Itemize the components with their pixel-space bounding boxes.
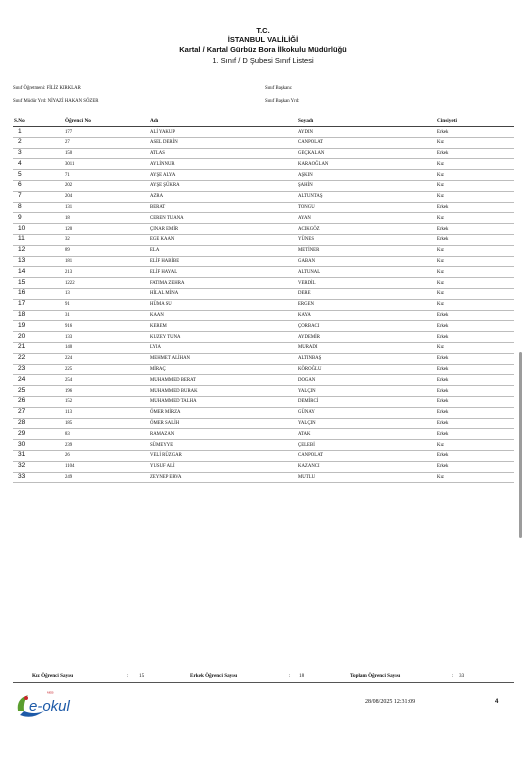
table-row [13,451,514,462]
row-student-no: 18 [65,215,70,221]
row-student-no: 32 [65,237,70,243]
row-first-name: ÖMER MİRZA [150,410,181,416]
row-first-name: LYIA [150,345,161,351]
class-vice-president: Sınıf Başkan Yrd: [265,99,300,104]
row-first-name: KAAN [150,313,164,319]
row-sno: 30 [18,440,26,448]
girls-count-colon: : [127,673,129,679]
row-first-name: EGE KAAN [150,237,175,243]
row-first-name: MUHAMMED BURAK [150,388,198,394]
row-first-name: MİRAÇ [150,367,166,373]
row-sno: 16 [18,289,26,297]
row-first-name: ÖMER SALİH [150,421,180,427]
table-row [13,235,514,246]
header-first-name: Adı [150,118,159,124]
row-student-no: 150 [65,151,73,157]
row-last-name: MUTLU [298,475,316,480]
row-gender: Kız [437,161,444,167]
row-last-name: KAYA [298,313,311,319]
table-row [13,170,514,181]
row-sno: 31 [18,451,26,459]
row-first-name: AYLİNNUR [150,161,175,167]
total-count-label: Toplam Öğrenci Sayısı [350,673,401,679]
row-sno: 9 [18,213,22,221]
table-row [13,321,514,332]
row-student-no: 224 [65,356,73,362]
row-student-no: 133 [65,334,73,340]
row-student-no: 181 [65,259,73,265]
table-row [13,311,514,322]
row-student-no: 13 [65,291,70,297]
row-sno: 27 [18,408,26,416]
row-last-name: GABAN [298,259,316,265]
row-gender: Kız [437,442,444,448]
class-teacher: Sınıf Öğretmeni: FİLİZ KIRKLAR [13,86,81,91]
table-row [13,159,514,170]
row-student-no: 91 [65,302,70,308]
row-student-no: 1104 [65,464,75,470]
row-sno: 33 [18,473,26,480]
boys-count-value: 18 [299,673,305,679]
row-sno: 8 [18,203,22,211]
row-student-no: 916 [65,323,73,329]
row-first-name: FATIMA ZEHRA [150,280,185,286]
row-last-name: ALTINBAŞ [298,356,322,362]
row-gender: Kız [437,259,444,265]
row-gender: Kız [437,280,444,286]
row-last-name: KARAOĞLAN [298,161,329,167]
row-sno: 12 [18,246,26,254]
table-row [13,343,514,354]
row-gender: Kız [437,475,444,480]
row-sno: 22 [18,354,26,362]
row-student-no: 249 [65,475,73,480]
girls-count-label: Kız Öğrenci Sayısı [32,673,74,679]
row-student-no: 113 [65,410,73,416]
row-sno: 6 [18,181,22,189]
row-student-no: 3011 [65,161,75,167]
row-sno: 26 [18,397,26,405]
row-first-name: ELİF HABİBE [150,259,180,265]
header-student-no: Öğrenci No [65,118,91,124]
row-first-name: AZRA [150,194,164,200]
row-last-name: ACIKGÖZ [298,226,320,232]
page-number: 4 [495,699,499,705]
class-president: Sınıf Başkanı: [265,86,293,91]
row-sno: 5 [18,170,22,178]
vice-principal: Sınıf Müdür Yrd: NİYAZİ HAKAN SÖZER [13,99,99,104]
table-row [13,213,514,224]
row-student-no: 254 [65,377,73,383]
row-gender: Kız [437,172,444,178]
row-first-name: KEREM [150,323,167,329]
header-gender: Cinsiyeti [437,118,458,124]
header-last-name: Soyadı [298,118,314,124]
row-student-no: 202 [65,183,73,189]
row-gender: Kız [437,248,444,254]
header-line-tc: T.C. [256,26,270,35]
row-sno: 14 [18,267,26,275]
row-student-no: 31 [65,313,70,319]
row-last-name: GEÇKALAN [298,151,325,157]
row-last-name: CANPOLAT [298,140,324,146]
row-last-name: AYDIN [298,129,314,135]
row-first-name: ATLAS [150,151,165,157]
table-row [13,203,514,214]
row-student-no: 204 [65,194,73,200]
boys-count-label: Erkek Öğrenci Sayısı [190,673,238,679]
row-last-name: DEMİRCİ [298,399,319,405]
table-row [13,375,514,386]
row-last-name: ŞAHİN [298,183,313,189]
table-row [13,354,514,365]
row-first-name: MUHAMMED BERAT [150,377,196,383]
row-first-name: HİLAL MİNA [150,291,179,297]
row-first-name: VELİ RÜZGAR [150,453,182,459]
table-row [13,181,514,192]
row-last-name: KÖROĞLU [298,367,322,373]
row-gender: Erkek [437,410,449,416]
row-gender: Erkek [437,151,449,157]
footer-divider [13,682,514,683]
row-last-name: CANPOLAT [298,453,324,459]
row-student-no: 27 [65,140,70,146]
row-sno: 2 [18,138,22,146]
row-first-name: KUZEY TUNA [150,334,181,340]
table-row [13,138,514,149]
row-first-name: ELA [150,248,160,254]
row-sno: 25 [18,386,26,394]
row-sno: 15 [18,278,26,286]
row-first-name: ASEL DERİN [150,140,178,146]
total-count-value: 33 [459,673,465,679]
table-header [13,117,514,127]
row-sno: 7 [18,192,22,200]
row-last-name: TONGU [298,205,315,211]
row-last-name: ÇORBACI [298,323,320,329]
row-gender: Kız [437,194,444,200]
row-first-name: MEHMET ALİHAN [150,356,191,362]
row-first-name: MUHAMMED TALHA [150,399,197,405]
girls-count-value: 15 [139,673,145,679]
row-last-name: MURADI [298,345,318,351]
row-student-no: 152 [65,399,73,405]
row-first-name: ÇINAR EMİR [150,226,179,232]
row-student-no: 140 [65,345,73,351]
row-first-name: BERAT [150,205,166,211]
row-last-name: AŞKIN [298,172,313,178]
row-gender: Erkek [437,323,449,329]
row-gender: Erkek [437,356,449,362]
row-gender: Kız [437,291,444,297]
table-row [13,300,514,311]
row-sno: 13 [18,257,26,265]
header-line-school: Kartal / Kartal Gürbüz Bora İlkokulu Müdürlüğü [179,45,347,54]
row-gender: Erkek [437,431,449,437]
row-student-no: 225 [65,367,73,373]
row-sno: 29 [18,429,26,437]
row-first-name: HÜMA SU [150,302,172,308]
row-sno: 17 [18,300,26,308]
row-first-name: SÜMEYYE [150,442,174,448]
row-student-no: 213 [65,269,73,275]
table-row [13,462,514,473]
table-row [13,365,514,376]
table-row [13,419,514,430]
row-gender: Kız [437,215,444,221]
header-line-class-list: 1. Sınıf / D Şubesi Sınıf Listesi [212,56,314,65]
row-gender: Kız [437,140,444,146]
row-last-name: ERGEN [298,302,314,308]
row-student-no: 26 [65,453,70,459]
row-student-no: 83 [65,431,70,437]
row-first-name: ZEYNEP ERVA [150,475,182,480]
row-first-name: YUSUF ALİ [150,464,175,470]
logo-text: e-okul [29,698,70,715]
row-first-name: ELİF HAYAL [150,269,178,275]
row-sno: 24 [18,375,26,383]
table-row [13,397,514,408]
row-student-no: 239 [65,442,73,448]
row-gender: Erkek [437,464,449,470]
row-gender: Kız [437,302,444,308]
row-last-name: YÜNES [298,237,314,243]
row-first-name: AYŞE ALYA [150,172,176,178]
table-row [13,149,514,160]
row-sno: 23 [18,365,26,373]
header-sno: S.No [14,118,25,124]
row-last-name: AYDEMİR [298,334,320,340]
row-student-no: 120 [65,226,73,232]
row-last-name: METİNER [298,248,320,254]
row-last-name: ÇELEBİ [298,442,315,448]
row-sno: 1 [18,127,22,135]
table-row [13,267,514,278]
table-row [13,257,514,268]
row-gender: Erkek [437,237,449,243]
row-first-name: RAMAZAN [150,431,175,437]
total-count-colon: : [452,673,454,679]
row-gender: Erkek [437,226,449,232]
row-last-name: ALTUNAL [298,269,321,275]
header-line-valilik: İSTANBUL VALİLİĞİ [227,35,299,44]
row-last-name: AYAN [298,215,311,221]
row-first-name: ALİ YAKUP [150,129,176,135]
print-date-time: 28/08/2025 12:31:09 [365,699,416,705]
row-sno: 32 [18,462,26,470]
row-last-name: GÜNAY [298,410,315,416]
table-body [13,127,514,483]
table-row [13,429,514,440]
row-gender: Kız [437,269,444,275]
row-student-no: 196 [65,388,73,394]
table-row [13,246,514,257]
row-sno: 21 [18,343,26,351]
row-gender: Kız [437,345,444,351]
logo-small-text: MEB [47,690,54,695]
row-last-name: DERE [298,291,311,297]
table-row [13,408,514,419]
row-last-name: YALÇIN [298,388,316,394]
row-last-name: YALÇIN [298,421,316,427]
table-row [13,278,514,289]
boys-count-colon: : [289,673,291,679]
row-last-name: ATAK [298,431,311,437]
row-student-no: 177 [65,129,73,135]
row-student-no: 71 [65,172,70,178]
row-gender: Erkek [437,388,449,394]
row-sno: 18 [18,311,26,319]
row-gender: Erkek [437,421,449,427]
row-gender: Kız [437,183,444,189]
row-sno: 19 [18,321,26,329]
vertical-scrollbar[interactable] [519,352,522,538]
row-sno: 10 [18,224,26,232]
row-gender: Erkek [437,377,449,383]
table-row [13,473,514,484]
row-student-no: 89 [65,248,70,254]
row-last-name: KAZANCI [298,464,320,470]
row-gender: Erkek [437,399,449,405]
row-sno: 28 [18,419,26,427]
e-okul-logo [14,689,94,721]
row-last-name: VERDİL [298,280,316,286]
row-gender: Erkek [437,334,449,340]
row-gender: Erkek [437,367,449,373]
table-row [13,440,514,451]
table-row [13,332,514,343]
row-sno: 20 [18,332,26,340]
row-student-no: 185 [65,421,73,427]
row-sno: 11 [18,235,25,243]
table-row [13,386,514,397]
table-row [13,224,514,235]
row-last-name: ALTUNTAŞ [298,194,323,200]
row-last-name: DOGAN [298,377,316,383]
row-gender: Erkek [437,205,449,211]
row-student-no: 1222 [65,280,75,286]
row-gender: Erkek [437,129,449,135]
row-sno: 4 [18,159,22,167]
row-student-no: 131 [65,205,73,211]
table-row [13,192,514,203]
row-first-name: CEREN TUANA [150,215,184,221]
row-gender: Erkek [437,453,449,459]
table-row [13,289,514,300]
table-row [13,127,514,138]
row-sno: 3 [18,149,22,157]
row-gender: Erkek [437,313,449,319]
row-first-name: AYŞE ŞÜKRA [150,183,180,189]
student-table [13,117,514,483]
